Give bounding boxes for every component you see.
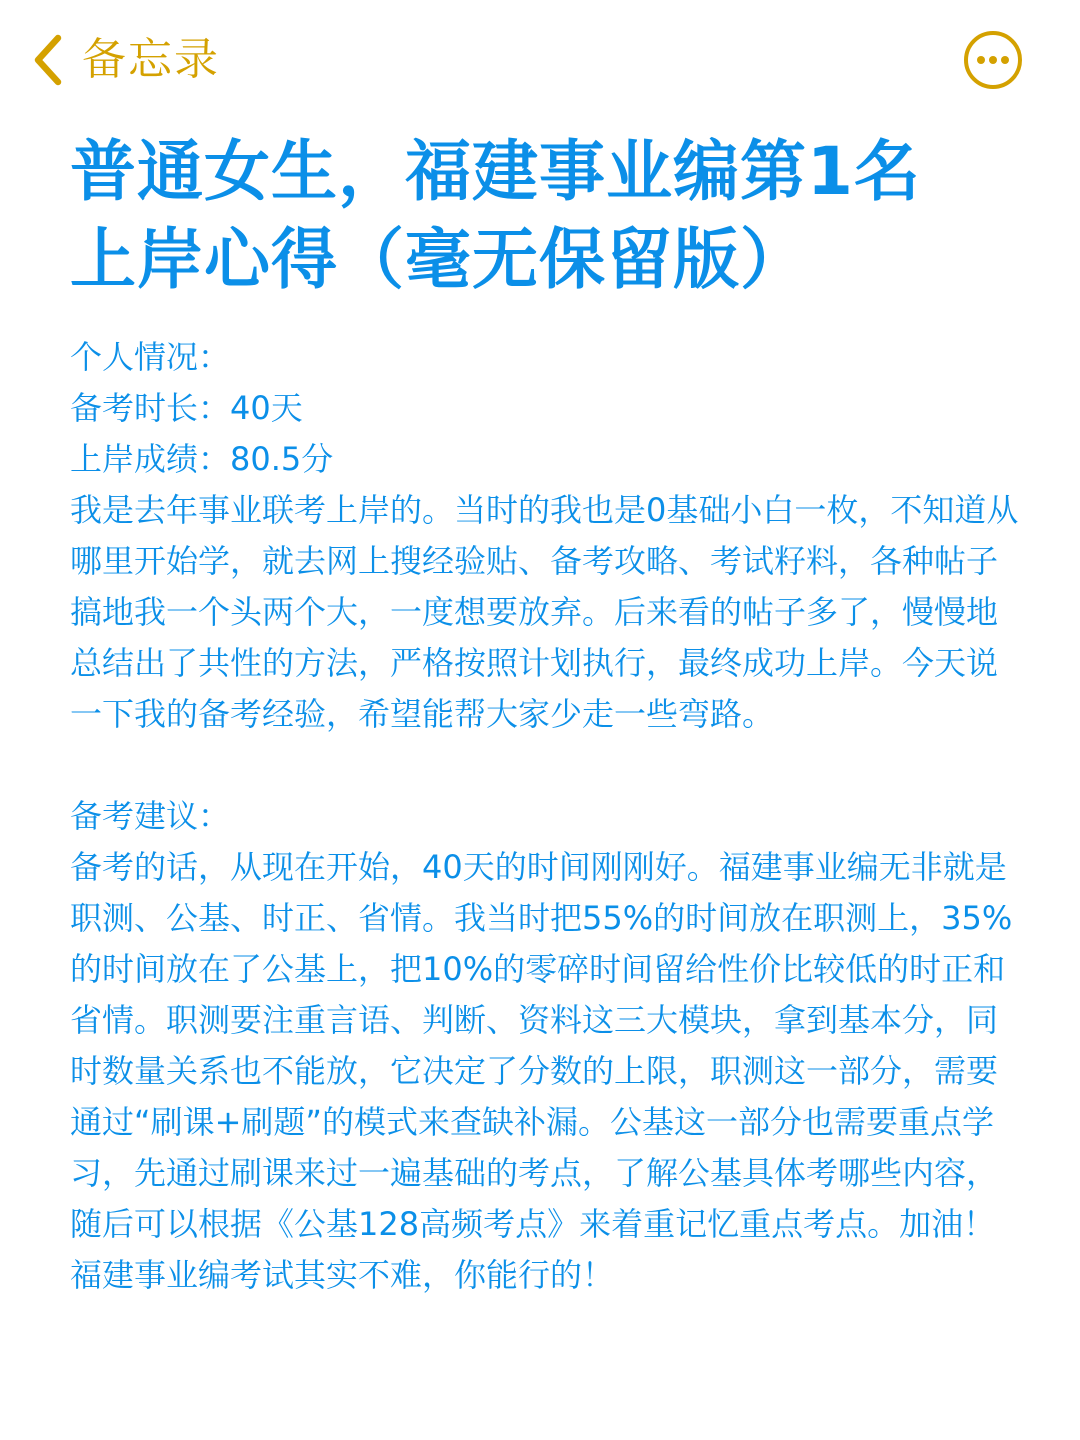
prep-duration: 备考时长：40天 bbox=[70, 389, 303, 427]
blank-line bbox=[70, 740, 1020, 791]
note-body[interactable] bbox=[70, 332, 1020, 1301]
section-heading-personal: 个人情况： bbox=[70, 338, 231, 376]
title-line-1: 普通女生，福建事业编第1名 bbox=[70, 133, 921, 210]
advice-paragraph: 备考的话，从现在开始，40天的时间刚刚好。福建事业编无非就是职测、公基、时正、省情。我当时把55%的时间放在职测上，35%的时间放在了公基上，把10%的零碎时间留给性价比较低的时正和省情。职测要注重言语、判断、资料这三大模块，拿到基本分，同时数量关系也不能放，它决定了分数的上限，职测这一部分，需要通过“刷课+刷题”的模式来查缺补漏。公基这一部分也需要重点学习，先通过刷课来过一遍基础的考点，了解公基具体考哪些内容，随后可以根据《公基128高频考点》来着重记忆重点考点。加油！福建事业编考试其实不难，你能行的！ bbox=[70, 848, 1013, 1294]
chevron-left-icon bbox=[28, 32, 68, 88]
exam-score: 上岸成绩：80.5分 bbox=[70, 440, 334, 478]
back-button[interactable] bbox=[28, 30, 220, 90]
intro-paragraph: 我是去年事业联考上岸的。当时的我也是0基础小白一枚，不知道从哪里开始学，就去网上搜经验贴、备考攻略、考试籽料，各种帖子搞地我一个头两个大，一度想要放弃。后来看的帖子多了，慢慢地总结出了共性的方法，严格按照计划执行，最终成功上岸。今天说一下我的备考经验，希望能帮大家少走一些弯路。 bbox=[70, 491, 1019, 733]
nav-bar bbox=[0, 0, 1080, 120]
back-label: 备忘录 bbox=[82, 34, 220, 85]
section-heading-advice: 备考建议： bbox=[70, 797, 231, 835]
note-title bbox=[70, 128, 1030, 304]
title-line-2: 上岸心得（毫无保留版） bbox=[70, 221, 807, 298]
more-button[interactable] bbox=[962, 29, 1024, 91]
more-dots-icon bbox=[962, 29, 1024, 91]
